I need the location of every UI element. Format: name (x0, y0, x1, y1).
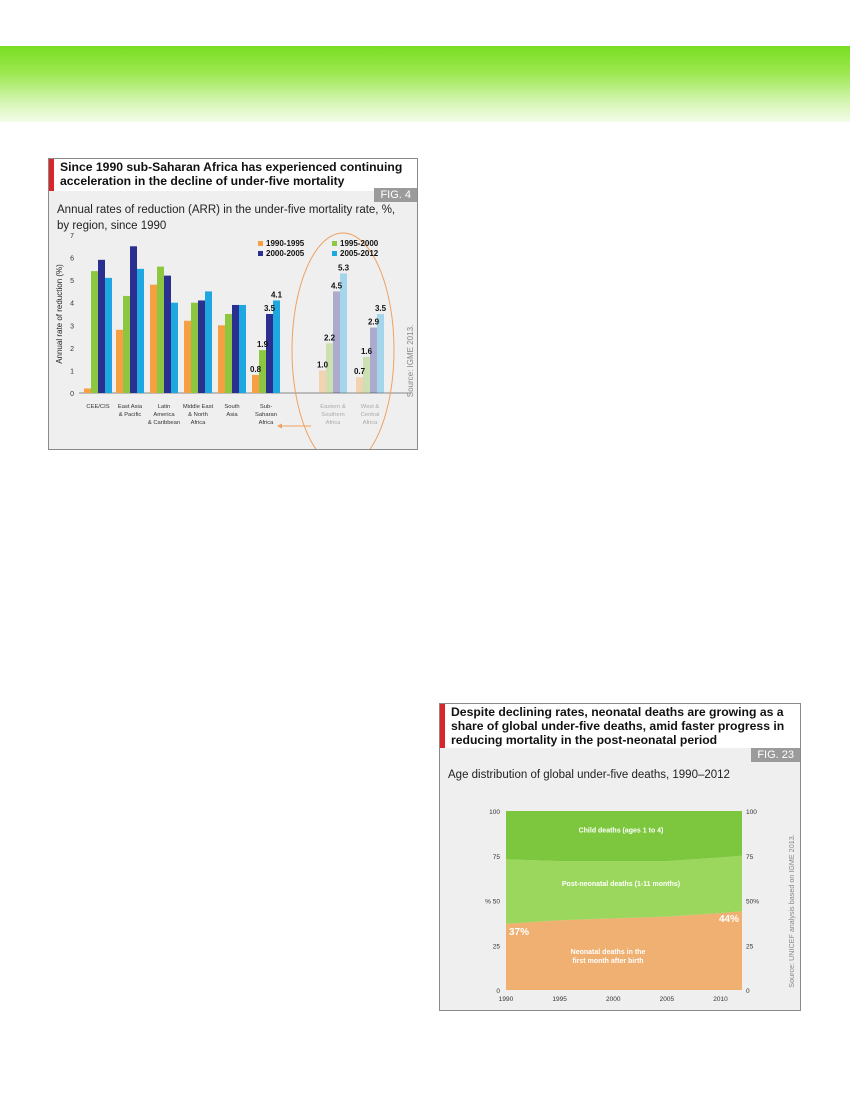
figure-4-panel (49, 191, 417, 449)
x-tick-label: 1995 (552, 996, 567, 1003)
bar (252, 375, 259, 393)
bar-value-label: 2.2 (323, 333, 336, 343)
bar (150, 285, 157, 393)
legend-swatch (258, 241, 263, 246)
bar-value-label: 4.1 (270, 290, 283, 300)
category-label: Sub- (259, 404, 273, 410)
category-label: South (224, 404, 240, 410)
y-tick-label: 0 (70, 391, 74, 398)
figure-4-chart (49, 191, 417, 449)
figure-4-heading-text: Since 1990 sub-Saharan Africa has experienced continuing acceleration in the decline of under-five mortality (60, 160, 403, 188)
y-tick-label-left: 100 (489, 809, 500, 816)
bar (225, 314, 232, 393)
bar (205, 291, 212, 393)
y-tick-label-right: 50% (746, 898, 760, 906)
category-label: Middle East (182, 404, 214, 410)
y-tick-label: 3 (70, 323, 74, 331)
category-label: Southern (321, 412, 345, 418)
legend-label: 1995-2000 (340, 239, 379, 248)
y-tick-label: 7 (70, 233, 74, 240)
y-tick-label-left: % 50 (485, 898, 500, 906)
source-note: Source: UNICEF analysis based on IGME 2013. (787, 834, 796, 988)
category-label: America (153, 412, 175, 418)
bar (98, 260, 105, 393)
y-tick-label: 4 (70, 300, 74, 308)
bar-value-label: 0.8 (249, 364, 262, 374)
figure-23-panel (440, 748, 800, 1010)
figure-4-heading (49, 159, 417, 191)
figure-4 (48, 158, 418, 450)
bar-value-label: 1.0 (316, 360, 329, 370)
y-axis-label: Annual rate of reduction (%) (55, 264, 64, 364)
category-label: Central (360, 412, 380, 418)
bar-value-label: 3.5 (263, 304, 276, 313)
figure-23 (439, 703, 801, 1011)
legend-label: 2005-2012 (340, 249, 379, 258)
bar (191, 303, 198, 393)
bar (319, 370, 326, 393)
category-label: Africa (362, 420, 378, 426)
bar (198, 300, 205, 393)
bar-value-label: 4.5 (330, 281, 343, 291)
x-tick-label: 2005 (659, 996, 675, 1003)
y-tick-label-right: 25 (746, 943, 754, 951)
bar (116, 330, 123, 393)
figure-23-tag: FIG. 23 (751, 748, 800, 762)
figure-23-chart (440, 748, 800, 1010)
bar (171, 303, 178, 393)
x-tick-label: 2010 (713, 996, 728, 1003)
category-label: Asia (226, 412, 238, 418)
legend-label: 1990-1995 (266, 239, 305, 248)
y-tick-label: 2 (70, 345, 74, 353)
y-tick-label-left: 0 (496, 988, 500, 995)
bar (84, 388, 91, 393)
y-tick-label-right: 100 (746, 809, 757, 816)
bar-value-label: 1.6 (360, 346, 373, 356)
source-note: Source: IGME 2013. (406, 324, 415, 398)
bar (164, 276, 171, 393)
figure-23-subtitle: Age distribution of global under-five deaths, 1990–2012 (448, 769, 730, 781)
figure-4-subtitle-line2: by region, since 1990 (57, 220, 167, 232)
bar (356, 377, 363, 393)
category-label: & North (188, 412, 208, 418)
label-neonatal-2: first month after birth (572, 958, 644, 966)
category-label: Africa (258, 420, 274, 426)
bar (370, 328, 377, 393)
bar-value-label: 5.3 (337, 263, 350, 273)
legend-swatch (332, 241, 337, 246)
arrow-head (277, 424, 282, 429)
header-band (0, 46, 850, 122)
bar (157, 267, 164, 393)
bar (340, 273, 347, 393)
figure-23-heading-text: Despite declining rates, neonatal deaths are growing as a share of global under-five deaths, amid faster progress in reducing mortality in the post-neonatal period (451, 705, 785, 747)
legend-label: 2000-2005 (266, 249, 305, 258)
label-post-neonatal: Post-neonatal deaths (1-11 months) (561, 881, 681, 889)
category-label: & Pacific (118, 412, 142, 418)
annotation-1990: 37% (509, 926, 530, 938)
bar (273, 300, 280, 393)
bar (91, 271, 98, 393)
y-tick-label-right: 75 (746, 853, 754, 861)
area-post-neonatal (506, 856, 742, 924)
x-tick-label: 2000 (606, 996, 621, 1003)
category-label: & Caribbean (147, 420, 181, 426)
bar (105, 278, 112, 393)
bar (232, 305, 239, 393)
label-neonatal-1: Neonatal deaths in the (570, 949, 646, 957)
area-child (506, 811, 742, 861)
y-tick-label-right: 0 (746, 988, 750, 995)
bar (137, 269, 144, 393)
x-tick-label: 1990 (498, 996, 514, 1003)
category-label: West & (360, 404, 380, 410)
figure-4-tag: FIG. 4 (374, 188, 417, 202)
bar (239, 305, 246, 393)
y-tick-label: 1 (70, 368, 74, 376)
category-label: Saharan (255, 412, 277, 418)
category-label: Africa (190, 420, 206, 426)
y-tick-label: 5 (70, 278, 74, 286)
bar (218, 325, 225, 393)
legend-swatch (332, 251, 337, 256)
legend-swatch (258, 251, 263, 256)
annotation-2012: 44% (718, 914, 739, 926)
bar-value-label: 1.9 (256, 340, 269, 350)
bar-value-label: 3.5 (374, 304, 387, 313)
figure-23-heading (440, 704, 800, 748)
figure-4-subtitle-line1: Annual rates of reduction (ARR) in the under-five mortality rate, %, (57, 204, 396, 216)
category-label: East Asia (117, 404, 143, 410)
category-label: CEE/CIS (86, 404, 110, 410)
category-label: Eastern & (320, 404, 346, 410)
bar (130, 246, 137, 393)
bar-value-label: 2.9 (367, 317, 380, 327)
y-tick-label: 6 (70, 255, 74, 263)
bar-value-label: 0.7 (353, 367, 366, 377)
bar (184, 321, 191, 393)
bar (266, 314, 273, 393)
category-label: Latin (157, 404, 171, 410)
category-label: Africa (325, 420, 341, 426)
label-child: Child deaths (ages 1 to 4) (578, 827, 664, 835)
y-tick-label-left: 75 (492, 853, 500, 861)
bar (123, 296, 130, 393)
y-tick-label-left: 25 (492, 943, 500, 951)
